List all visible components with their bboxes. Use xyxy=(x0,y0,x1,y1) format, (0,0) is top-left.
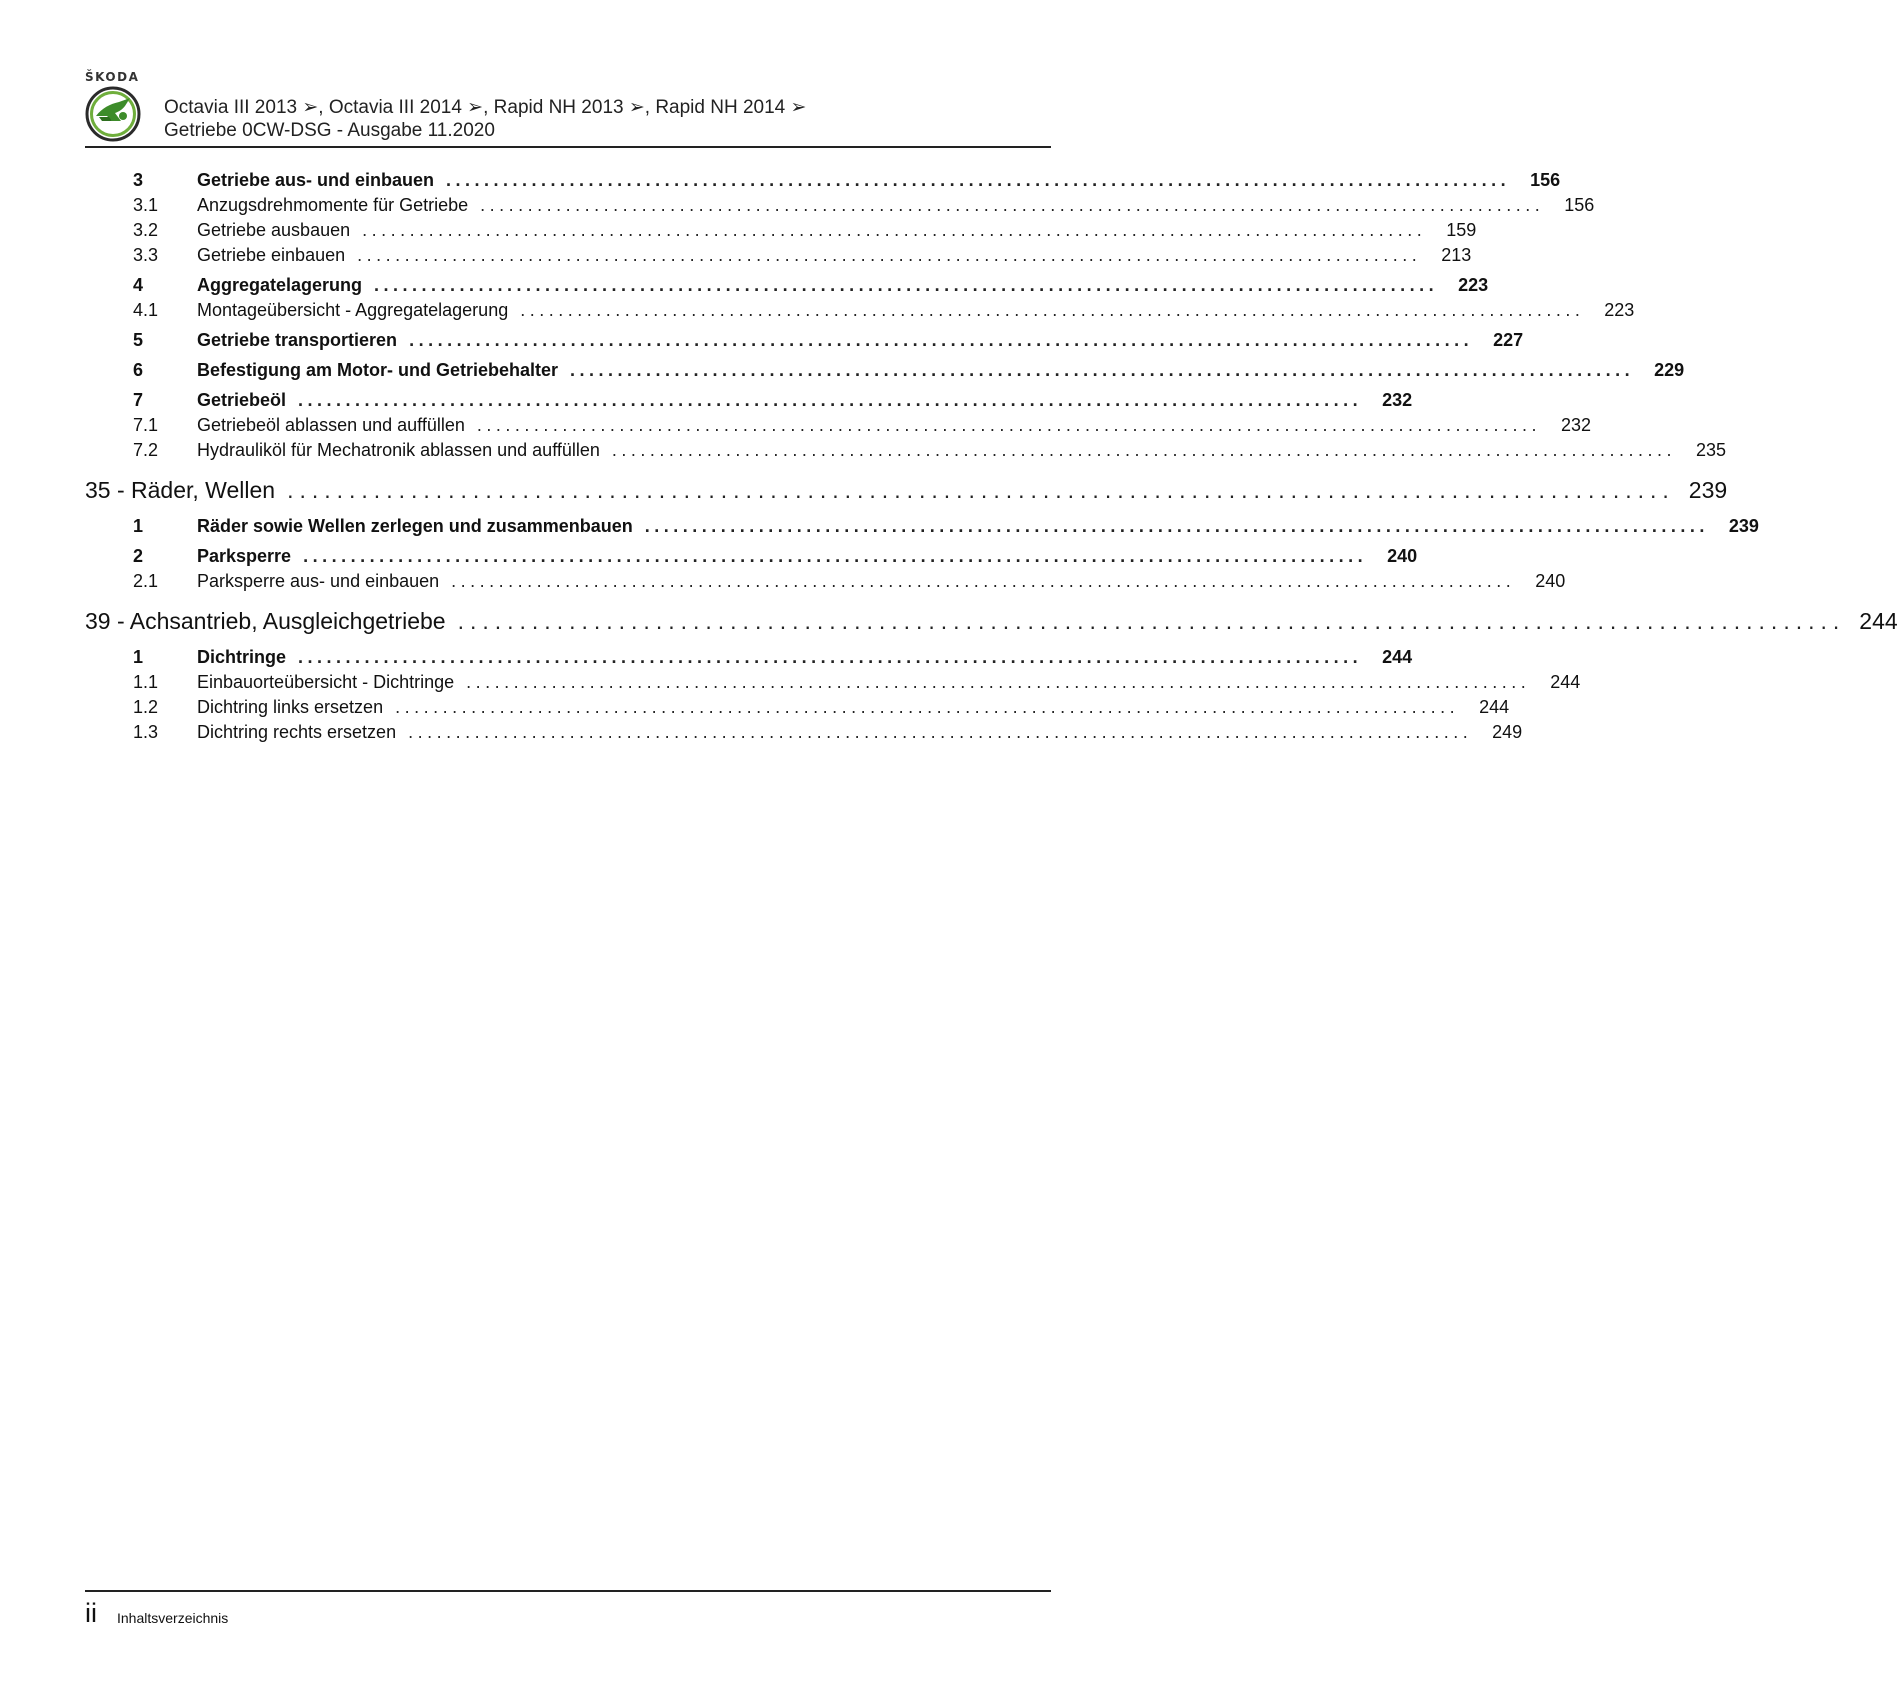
header-gearbox-edition: Getriebe 0CW-DSG - Ausgabe 11.2020 xyxy=(164,120,495,141)
toc-entry[interactable] xyxy=(85,220,1477,245)
dot-leader: ................................................................................................................ xyxy=(611,440,1677,460)
toc-entry[interactable] xyxy=(85,415,1591,440)
toc-entry[interactable] xyxy=(85,300,1635,325)
toc-chapter[interactable] xyxy=(85,477,1728,511)
toc-entry-title: Hydrauliköl für Mechatronik ablassen und auffüllen xyxy=(197,440,600,460)
toc-entry-title: Getriebeöl xyxy=(197,390,287,410)
dot-leader: ................................................................................................................ xyxy=(451,571,1516,591)
page-header xyxy=(85,68,1051,148)
toc-entry-title: Dichtring rechts ersetzen xyxy=(197,722,397,742)
toc-entry[interactable] xyxy=(85,245,1472,270)
toc-chapter-page: 244 xyxy=(1859,608,1898,634)
dot-leader: ................................................................................................................ xyxy=(395,697,1460,717)
footer-section-title: Inhaltsverzeichnis xyxy=(117,1610,229,1626)
toc-chapter-page: 239 xyxy=(1688,477,1728,503)
toc-entry-page: 244 xyxy=(1479,697,1510,717)
dot-leader: ................................................................................................................ xyxy=(466,672,1531,692)
toc-entry-title: Getriebe ausbauen xyxy=(197,220,351,240)
toc-entry-number: 6 xyxy=(133,360,144,380)
toc-chapter-title: 39 - Achsantrieb, Ausgleichgetriebe xyxy=(85,608,446,634)
toc-entry-number: 7.1 xyxy=(133,415,159,435)
toc-entry-title: Montageübersicht - Aggregatelagerung xyxy=(197,300,509,320)
dot-leader: ................................................................................................................ xyxy=(287,477,1675,503)
toc-entry[interactable] xyxy=(85,330,1524,355)
toc-entry[interactable] xyxy=(85,516,1759,541)
toc-chapter[interactable] xyxy=(85,608,1898,642)
toc-entry-title: Anzugsdrehmomente für Getriebe xyxy=(197,195,469,215)
toc-entry-number: 4.1 xyxy=(133,300,159,320)
toc-entry-page: 239 xyxy=(1728,516,1759,536)
toc-entry[interactable] xyxy=(85,275,1489,300)
toc-entry-title: Räder sowie Wellen zerlegen und zusammenbauen xyxy=(197,516,633,536)
toc-entry-number: 4 xyxy=(133,275,144,295)
dot-leader: ................................................................................................................ xyxy=(446,170,1511,190)
toc-entry-number: 7.2 xyxy=(133,440,159,460)
toc-entry-page: 235 xyxy=(1695,440,1727,460)
toc-entry-page: 156 xyxy=(1530,170,1561,190)
toc-entry-page: 244 xyxy=(1382,647,1413,667)
dot-leader: ................................................................................................................ xyxy=(520,300,1585,320)
toc-entry-title: Befestigung am Motor- und Getriebehalter xyxy=(197,360,559,380)
toc-entry-title: Einbauorteübersicht - Dichtringe xyxy=(197,672,455,692)
dot-leader: ................................................................................................................ xyxy=(480,195,1545,215)
toc-entry-number: 1.1 xyxy=(133,672,159,692)
toc-entry-page: 213 xyxy=(1441,245,1472,265)
toc-entry-number: 3.1 xyxy=(133,195,159,215)
dot-leader: ................................................................................................................ xyxy=(644,516,1709,536)
toc-entry[interactable] xyxy=(85,571,1566,596)
toc-entry[interactable] xyxy=(85,390,1413,415)
dot-leader: ................................................................................................................ xyxy=(362,220,1427,240)
toc-entry-number: 5 xyxy=(133,330,144,350)
toc-entry-number: 2 xyxy=(133,546,144,566)
toc-entry[interactable] xyxy=(85,195,1595,220)
toc-entry-title: Parksperre aus- und einbauen xyxy=(197,571,440,591)
toc-entry-title: Getriebeöl ablassen und auffüllen xyxy=(197,415,465,435)
dot-leader: ................................................................................................................ xyxy=(457,608,1846,634)
toc-entry-page: 227 xyxy=(1493,330,1524,350)
footer-page-number: ii xyxy=(85,1598,97,1628)
header-models: Octavia III 2013 ➢, Octavia III 2014 ➢, Rapid NH 2013 ➢, Rapid NH 2014 ➢ xyxy=(164,97,807,118)
toc-entry[interactable] xyxy=(85,440,1727,465)
table-of-contents xyxy=(85,170,1898,747)
dot-leader: ................................................................................................................ xyxy=(374,275,1439,295)
page-footer xyxy=(85,1590,1051,1628)
toc-entry-page: 232 xyxy=(1382,390,1413,410)
toc-entry-title: Parksperre xyxy=(197,546,292,566)
toc-entry-number: 1 xyxy=(133,516,144,536)
toc-entry-title: Getriebe aus- und einbauen xyxy=(197,170,435,190)
skoda-logo-icon xyxy=(85,86,141,142)
dot-leader: ................................................................................................................ xyxy=(303,546,1368,566)
toc-entry-title: Getriebe transportieren xyxy=(197,330,398,350)
toc-entry-page: 240 xyxy=(1535,571,1566,591)
toc-entry-page: 249 xyxy=(1492,722,1523,742)
toc-entry-page: 156 xyxy=(1564,195,1595,215)
toc-entry[interactable] xyxy=(85,360,1685,385)
toc-entry-title: Getriebe einbauen xyxy=(197,245,346,265)
dot-leader: ................................................................................................................ xyxy=(357,245,1422,265)
toc-entry-number: 3.3 xyxy=(133,245,159,265)
dot-leader: ................................................................................................................ xyxy=(298,647,1363,667)
dot-leader: ................................................................................................................ xyxy=(298,390,1363,410)
toc-chapter-title: 35 - Räder, Wellen xyxy=(85,477,276,503)
toc-entry[interactable] xyxy=(85,647,1413,672)
toc-entry-number: 1.3 xyxy=(133,722,159,742)
toc-entry-page: 244 xyxy=(1550,672,1581,692)
brand-wordmark: ŠKODA xyxy=(85,70,140,84)
dot-leader: ................................................................................................................ xyxy=(476,415,1541,435)
toc-entry-number: 1.2 xyxy=(133,697,159,717)
dot-leader: ................................................................................................................ xyxy=(408,722,1473,742)
toc-entry-number: 2.1 xyxy=(133,571,159,591)
toc-entry-title: Aggregatelagerung xyxy=(197,275,363,295)
toc-entry[interactable] xyxy=(85,722,1523,747)
toc-entry-page: 240 xyxy=(1387,546,1418,566)
toc-entry-number: 3 xyxy=(133,170,144,190)
toc-entry-title: Dichtring links ersetzen xyxy=(197,697,384,717)
toc-entry[interactable] xyxy=(85,672,1581,697)
dot-leader: ................................................................................................................ xyxy=(409,330,1474,350)
toc-entry[interactable] xyxy=(85,546,1418,571)
toc-entry[interactable] xyxy=(85,170,1561,195)
dot-leader: ................................................................................................................ xyxy=(570,360,1635,380)
toc-entry-title: Dichtringe xyxy=(197,647,287,667)
toc-entry-number: 3.2 xyxy=(133,220,159,240)
toc-entry[interactable] xyxy=(85,697,1510,722)
toc-entry-page: 232 xyxy=(1560,415,1591,435)
toc-entry-page: 223 xyxy=(1604,300,1635,320)
toc-entry-page: 229 xyxy=(1654,360,1685,380)
toc-entry-page: 223 xyxy=(1458,275,1489,295)
toc-entry-page: 159 xyxy=(1446,220,1477,240)
toc-entry-number: 1 xyxy=(133,647,144,667)
toc-entry-number: 7 xyxy=(133,390,144,410)
